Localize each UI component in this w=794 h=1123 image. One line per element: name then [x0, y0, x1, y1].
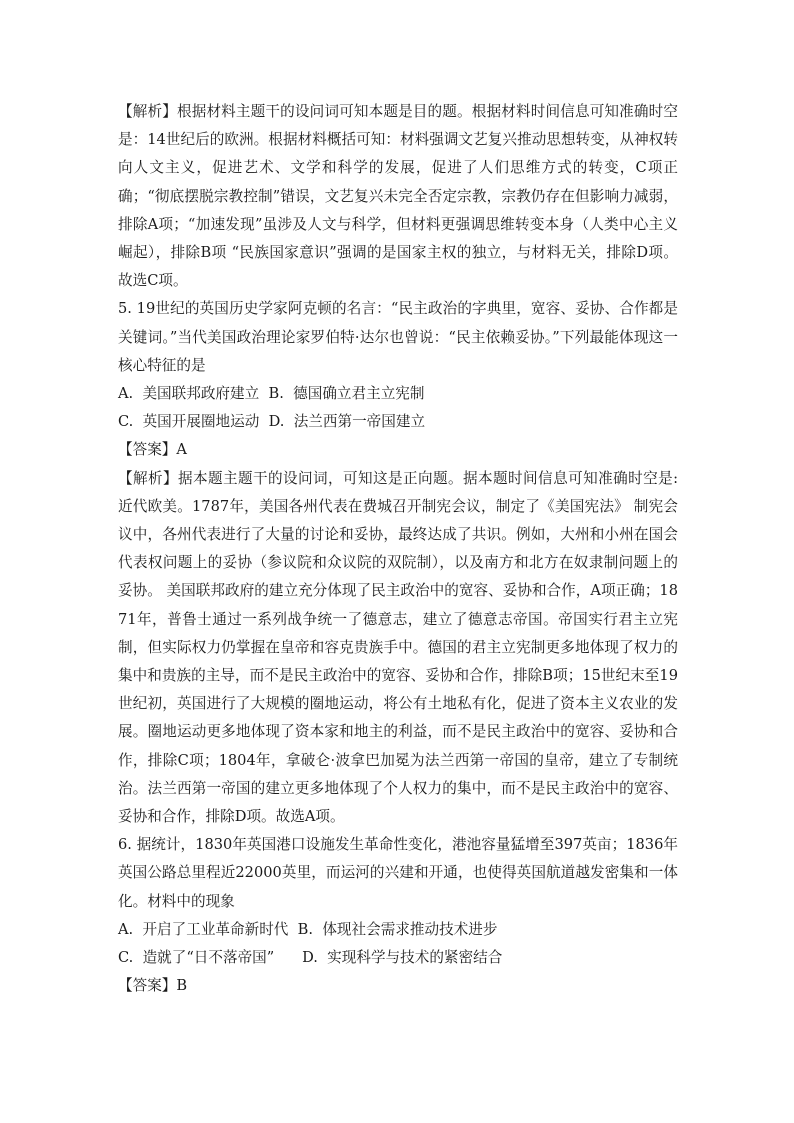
- document-page: [118, 98, 678, 1001]
- question-6: 6. 据统计，1830年英国港口设施发生革命性变化，港池容量猛增至397英亩；1836年英国公路总里程近22000英里，而运河的兴建和开通，也使得英国航道越发密集和一体化。材料中的现象: [118, 836, 678, 910]
- answer-q6: 【答案】B: [118, 977, 188, 995]
- analysis-q4: 【解析】根据材料主题干的设问词可知本题是目的题。根据材料时间信息可知准确时空是：14世纪后的欧洲。根据材料概括可知：材料强调文艺复兴推动思想转变，从神权转向人文主义，促进艺术、文学和科学的发展，促进了人们思维方式的转变，C项正确；“彻底摆脱宗教控制”错误，文艺复兴未完全否定宗教，宗教仍存在但影响力减弱，排除A项；“加速发现”虽涉及人文与科学，但材料更强调思维转变本身（人类中心主义崛起），排除B项 “民族国家意识”强调的是国家主权的独立，与材料无关，排除D项。故选C项。: [118, 103, 678, 290]
- q5-options-line2: C. 英国开展圈地运动 D. 法兰西第一帝国建立: [118, 413, 426, 431]
- question-5: 5. 19世纪的英国历史学家阿克顿的名言：“民主政治的字典里，宽容、妥协、合作都是关键词。”当代美国政治理论家罗伯特·达尔也曾说：“民主依赖妥协。”下列最能体现这一核心特征的是: [118, 300, 678, 374]
- analysis-q5: 【解析】据本题主题干的设问词，可知这是正向题。据本题时间信息可知准确时空是: 近代欧美。1787年，美国各州代表在费城召开制宪会议，制定了《美国宪法》 制宪会议中，各州代表进行了大量的讨论和妥协，最终达成了共识。例如，大州和小州在国会代表权问题上的妥协（参议院和众议院的双院制），以及南方和北方在奴隶制问题上的妥协。 美国联邦政府的建立充分体现了民主政治中的宽容、妥协和合作，A项正确；1871年，普鲁士通过一系列战争统一了德意志，建立了德意志帝国。帝国实行君主立宪制，但实际权力仍掌握在皇帝和容克贵族手中。德国的君主立宪制更多地体现了权力的集中和贵族的主导，而不是民主政治中的宽容、妥协和合作，排除B项；15世纪末至19世纪初，英国进行了大规模的圈地运动，将公有土地私有化，促进了资本主义农业的发展。圈地运动更多地体现了资本家和地主的利益，而不是民主政治中的宽容、妥协和合作，排除C项；1804年，拿破仑·波拿巴加冕为法兰西第一帝国的皇帝，建立了专制统治。法兰西第一帝国的建立更多地体现了个人权力的集中，而不是民主政治中的宽容、妥协和合作，排除D项。故选A项。: [118, 469, 678, 826]
- q5-options-line1: A. 美国联邦政府建立 B. 德国确立君主立宪制: [118, 385, 425, 403]
- q6-options-line1: A. 开启了工业革命新时代 B. 体现社会需求推动技术进步: [118, 920, 498, 938]
- q6-options-line2: C. 造就了“日不落帝国” D. 实现科学与技术的紧密结合: [118, 949, 503, 967]
- answer-q5: 【答案】A: [118, 441, 187, 459]
